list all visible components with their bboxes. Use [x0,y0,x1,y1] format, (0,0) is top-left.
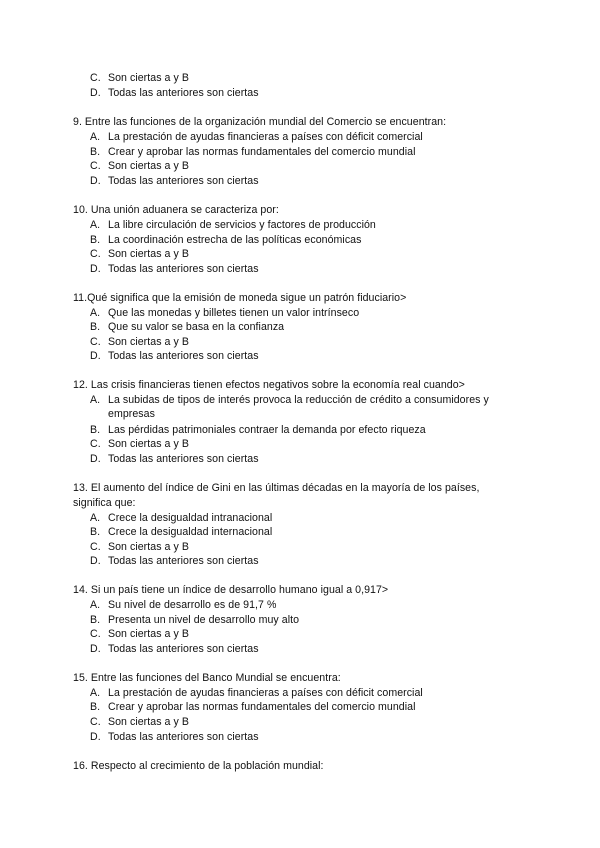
option-c: C. Son ciertas a y B [90,628,189,640]
option-d: D. Todas las anteriores son ciertas [90,263,259,275]
option-d: D. Todas las anteriores son ciertas [90,87,259,99]
option-c: C. Son ciertas a y B [90,541,189,553]
option-a: A. Su nivel de desarrollo es de 91,7 % [90,599,277,611]
question-title: 12. Las crisis financieras tienen efectos negativos sobre la economía real cuando> [73,379,465,391]
option-c: C. Son ciertas a y B [90,72,189,84]
option-a: A. La prestación de ayudas financieras a países con déficit comercial [90,687,423,699]
option-c: C. Son ciertas a y B [90,160,189,172]
option-d: D. Todas las anteriores son ciertas [90,731,259,743]
question-title: 9. Entre las funciones de la organización mundial del Comercio se encuentran: [73,116,447,128]
option-d: D. Todas las anteriores son ciertas [90,453,259,465]
question-title: 15. Entre las funciones del Banco Mundial se encuentra: [73,672,341,684]
option-a-continuation: empresas [108,408,155,420]
question-title: 14. Si un país tiene un índice de desarrollo humano igual a 0,917> [73,584,389,596]
question-title: 16. Respecto al crecimiento de la población mundial: [73,760,324,772]
option-d: D. Todas las anteriores son ciertas [90,643,259,655]
option-c: C. Son ciertas a y B [90,336,189,348]
option-text: Son ciertas a y B [108,72,189,84]
option-c: C. Son ciertas a y B [90,248,189,260]
option-a: A. Crece la desigualdad intranacional [90,512,273,524]
option-b: B. La coordinación estrecha de las políticas económicas [90,234,362,246]
option-b: B. Las pérdidas patrimoniales contraer la demanda por efecto riqueza [90,424,426,436]
option-c: C. Son ciertas a y B [90,716,189,728]
option-text: Todas las anteriores son ciertas [108,87,259,99]
option-c: C. Son ciertas a y B [90,438,189,450]
option-a: A. La prestación de ayudas financieras a países con déficit comercial [90,131,423,143]
option-b: B. Que su valor se basa en la confianza [90,321,285,333]
question-title-continuation: significa que: [73,497,136,509]
question-title: 13. El aumento del índice de Gini en las últimas décadas en la mayoría de los países, [73,482,480,494]
option-a: A. La libre circulación de servicios y factores de producción [90,219,376,231]
option-b: B. Crece la desigualdad internacional [90,526,273,538]
question-title: 11.Qué significa que la emisión de moneda sigue un patrón fiduciario> [73,292,407,304]
option-b: B. Crear y aprobar las normas fundamentales del comercio mundial [90,146,416,158]
option-d: D. Todas las anteriores son ciertas [90,555,259,567]
option-a: A. La subidas de tipos de interés provoca la reducción de crédito a consumidores y [90,394,489,406]
option-b: B. Crear y aprobar las normas fundamentales del comercio mundial [90,701,416,713]
option-b: B. Presenta un nivel de desarrollo muy alto [90,614,300,626]
option-d: D. Todas las anteriores son ciertas [90,175,259,187]
option-d: D. Todas las anteriores son ciertas [90,350,259,362]
option-a: A. Que las monedas y billetes tienen un valor intrínseco [90,307,360,319]
question-title: 10. Una unión aduanera se caracteriza por: [73,204,279,216]
